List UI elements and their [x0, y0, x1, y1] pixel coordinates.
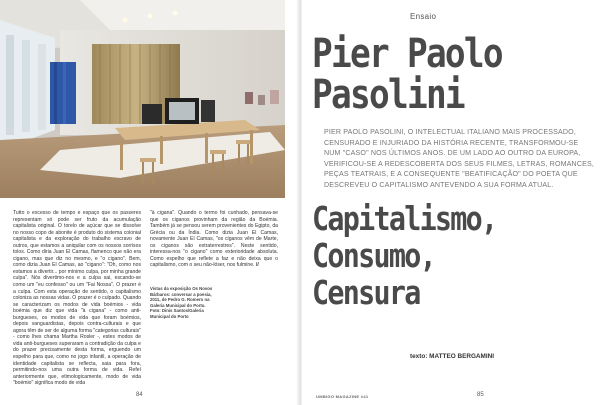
subtitle-line-1: Capitalismo, [312, 199, 497, 238]
section-label: Ensaio [410, 12, 437, 21]
magazine-name: UMBIGO MAGAZINE #41 [316, 394, 369, 399]
page-number-left: 84 [136, 392, 143, 398]
end-mark: // [255, 262, 259, 269]
title-line-1: Pier Paolo [312, 31, 502, 77]
right-page [302, 0, 600, 405]
subtitle-line-3: Censura [312, 273, 420, 312]
exhibition-photo [0, 0, 285, 198]
body-column-left: Tutto o excesso de tempo e espaço que os passeres representam só pode ser fruto da acumulação capitalista original. O torelo de açúcar que se dissolve no nosso copo de abonite é produto do sistema colonial capitalista e da exploração do trabalho escravo de outros, que estamos a aniquilar com os nossos sorrisos tolos. Como diria Juan El Camas, flamenco que não era cigano, mas que diz no mesmo, e "o cigano". Bem, como dizia Juan El Camas, ao "cigano": "Oh, como nos estamos a divertir... por mínimo culpa, por minha grande culpa". Nós divertimo-nos e a culpa sai, escando-se como um "eu confesso" ou um "Fai Nossa". O prazer é a culpa. Com esta operação de sentido, o capitalismo coloniza as nossas vidas. O prazer é o culpado. Quando se caracterizam os modos de vida boémios - vida boémia que diz que vida "à cigana" - como anti-burgueses, os modos de vida que foram boémios, depois vanguardistas, depois contra-culturais e que agora têm de ser de alguma forma "categorias culturais" - como lhes chama Martha Rosler -, estes modos de vida anti-burgueses superaram a contradição da culpa e do prazer precisamente desta forma, erguendo um espelho para que, como no jogo infantil, a operação de identidade capitalista se reflecta, saia para fora, permitindo-nos uma outra forma de vida. Refeí anteriormente que, etimologicamente, modo de vida "boémio" significa modo de vida [13, 210, 141, 387]
article-subtitle [312, 200, 496, 311]
article-intro: PIER PAOLO PASOLINI, O INTELECTUAL ITALIANO MAIS PROCESSADO, CENSURADO E INJURIADO DA HISTÓRIA RECENTE, TRANSFORMOU-SE NUM "CASO" NOS ÚLTIMOS ANOS. DE UM LADO AO OUTRO DA EUROPA, VERIFICOU-SE A REDESCOBERTA DOS SEUS FILMES, LETRAS, ROMANCES, PEÇAS TEATRAIS, E A CONSEQUENTE "BEATIFICAÇÃO" DO POETA QUE DESCREVEU O CAPITALISMO ANTEVENDO A SUA FORMA ATUAL. [324, 128, 594, 189]
subtitle-line-2: Consumo, [312, 236, 435, 275]
article-title [312, 31, 502, 118]
body-column-right [150, 210, 278, 282]
article-body [13, 210, 283, 390]
page-number-right: 85 [477, 392, 484, 398]
author-credit: texto: MATTEO BERGAMINI [410, 353, 495, 360]
exhibition-room-image [0, 0, 285, 198]
photo-caption: Vistas da exposição Os Novos Bárbaros: conversar a poesia, 2011, de Pedro G. Romero na Galeria Municipal do Porto. Foto: Dinis Santos/Galeria Municipal do Porto [150, 286, 213, 319]
left-page [0, 0, 298, 405]
body-column-right-text: "à cigana". Quando o termo foi cunhado, pensava-se que os ciganos provinham da região da Boémia. Também já se pensou serem provenientes do Egipto, da Grécia ou da Índia. Como dizia Juan El Camas, novamente Juan El Camas, "os ciganos vêm de Marte, os ciganos são extraterrestres". Neste sentido, interessa-nos "o cigano" como exterioridade absoluta. Como espelho que reflete a faz e não deixa que o capitalismo, com o seu não-lóser, nos fulmine. [150, 210, 278, 269]
title-line-2: Pasolini [312, 72, 464, 118]
